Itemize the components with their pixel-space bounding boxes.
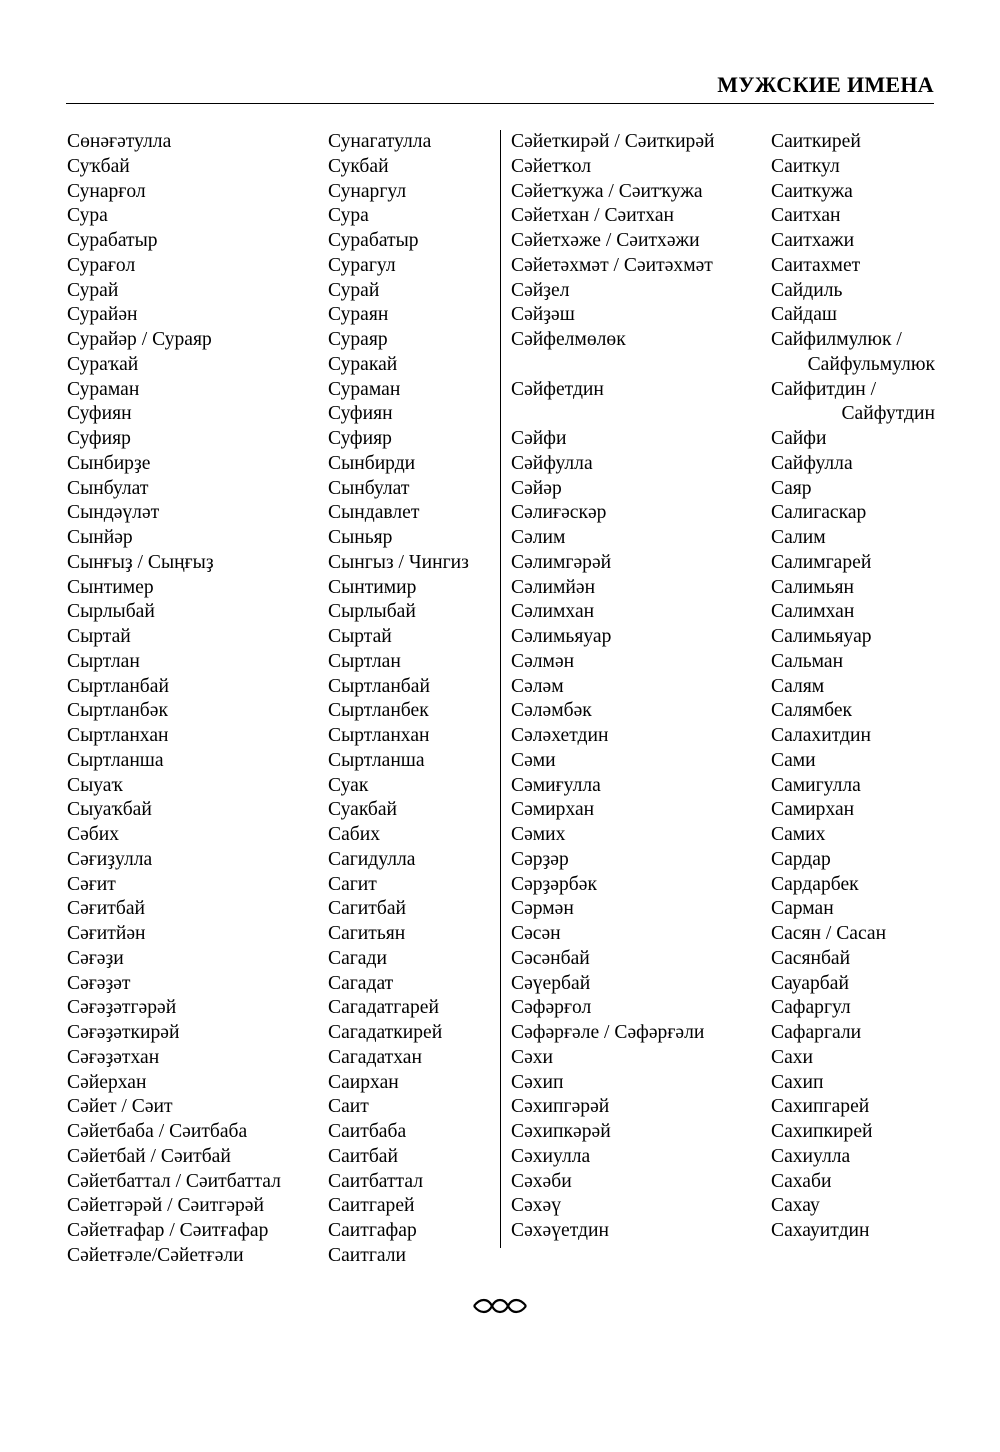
- name-entry: Саиткужа: [771, 180, 853, 202]
- name-entry: Сындәүләт: [67, 502, 160, 524]
- name-entry: Самих: [771, 824, 826, 845]
- name-entry: Суфияр: [328, 428, 392, 449]
- name-entry: Сәйетхан / Сәитхан: [511, 205, 675, 227]
- name-entry: Сахау: [771, 1195, 820, 1217]
- name-entry: Сайфутдин: [841, 403, 935, 425]
- name-entry: Сайдаш: [771, 304, 838, 326]
- name-entry: Сыньяр: [328, 527, 393, 548]
- name-entry: Суакбай: [328, 799, 397, 821]
- name-entry: Салям: [771, 675, 825, 697]
- name-entry: Сасянбай: [771, 947, 851, 969]
- name-entry: Сәхәби: [511, 1170, 572, 1192]
- name-entry: Сәхипгәрәй: [511, 1096, 610, 1118]
- name-entry: Сунагатулла: [328, 131, 432, 152]
- name-entry: Сагидулла: [328, 848, 416, 870]
- name-entry: Сәйетҡужа / Сәитҡужа: [511, 180, 703, 202]
- name-entry: Сура: [328, 205, 369, 227]
- name-entry: Сафаргали: [771, 1022, 862, 1043]
- name-entry: Сәйфелмөлөк: [511, 329, 626, 350]
- name-entry: Сынбирди: [328, 452, 416, 474]
- name-entry: Сардарбек: [771, 873, 859, 895]
- name-entry: Сәмих: [511, 824, 566, 845]
- name-entry: Саиткирей: [771, 131, 861, 152]
- name-entry: Салимьяуар: [771, 626, 872, 647]
- name-entry: Сәйфетдин: [511, 378, 604, 400]
- name-entry: Самирхан: [771, 799, 855, 821]
- name-entry: Сынйәр: [67, 527, 133, 548]
- name-entry: Саитгали: [328, 1244, 406, 1266]
- name-entry: Саитахмет: [771, 254, 861, 276]
- name-entry: Сәлмән: [511, 650, 575, 672]
- name-entry: Сәбих: [67, 824, 120, 845]
- name-entry: Сынбирҙе: [67, 452, 151, 474]
- header-rule: [66, 103, 934, 104]
- name-entry: Сурай: [67, 279, 119, 301]
- name-entry: Сәғәҙәтгәрәй: [67, 997, 177, 1019]
- name-entry: Сәғәҙи: [67, 947, 124, 969]
- name-entry: Сайфульмулюк: [807, 353, 935, 375]
- name-entry: Сәғәҙәтхан: [67, 1046, 160, 1068]
- name-entry: Сәйетбай / Сәитбай: [67, 1145, 231, 1167]
- name-entry: [511, 402, 715, 427]
- name-entry: Сәғит: [67, 873, 116, 895]
- name-entry: Сәхиулла: [511, 1145, 591, 1167]
- name-entry: Сәсәнбай: [511, 947, 590, 969]
- name-entry: Сәлиғәскәр: [511, 502, 607, 524]
- name-entry: Сайфилмулюк /: [771, 329, 902, 350]
- name-entry: Сахипкирей: [771, 1121, 873, 1142]
- name-entry: Суфияр: [67, 428, 131, 449]
- name-entry: Сагадатгарей: [328, 997, 439, 1019]
- name-entry: Сыртланхан: [328, 725, 430, 746]
- name-entry: Сахипгарей: [771, 1096, 870, 1118]
- name-entry: Саитхан: [771, 205, 841, 227]
- name-entry: Сахауитдин: [771, 1220, 870, 1241]
- name-entry: Сәйетбаттал / Сәитбаттал: [67, 1170, 281, 1192]
- name-entry: Сәғәҙәткирәй: [67, 1022, 180, 1043]
- name-entry: Сәләмбәк: [511, 700, 592, 722]
- name-entry: Сәйетәхмәт / Сәитәхмәт: [511, 254, 713, 276]
- name-entry: Сураяр: [328, 329, 388, 350]
- name-entry: Сагади: [328, 947, 387, 969]
- name-entry: Сунаргул: [328, 180, 407, 202]
- name-entry: Сәхи: [511, 1046, 554, 1068]
- name-entry: Сыртланша: [67, 749, 164, 771]
- name-entry: Сурабатыр: [328, 230, 419, 251]
- name-entry: Сахи: [771, 1046, 814, 1068]
- name-entry: Сыртай: [328, 626, 392, 647]
- name-entry: Сәғиҙулла: [67, 848, 153, 870]
- name-entry: Сәлимйән: [511, 576, 596, 598]
- name-entry: Сынбулат: [67, 477, 149, 499]
- name-entry: Сахип: [771, 1071, 824, 1093]
- name-entry: Сукбай: [328, 155, 389, 177]
- name-entry: Сураян: [328, 304, 389, 326]
- name-entry: Сурабатыр: [67, 230, 158, 251]
- name-entry: Саяр: [771, 477, 812, 499]
- name-entry: Сынғыҙ / Сыңғыҙ: [67, 551, 214, 573]
- name-entry: Сәми: [511, 749, 556, 771]
- name-entry: Сәлимьяуар: [511, 626, 612, 647]
- name-entry: Сынгыз / Чингиз: [328, 551, 469, 573]
- name-entry: Сауарбай: [771, 972, 849, 994]
- name-entry: Сәйетғәле/Сәйетғәли: [67, 1244, 244, 1266]
- name-entry: Сәләхетдин: [511, 725, 609, 746]
- name-entry: Сәхип: [511, 1071, 564, 1093]
- name-entry: Сыртланбек: [328, 700, 429, 722]
- name-entry: Сәрмән: [511, 898, 574, 920]
- name-entry: Сарман: [771, 898, 834, 920]
- right-bashkir-column: [511, 130, 715, 1244]
- name-entry: Сыуаҡ: [67, 774, 123, 796]
- name-entry: Сайфитдин /: [771, 378, 877, 400]
- name-entry: Суракай: [328, 353, 398, 375]
- name-entry: [511, 353, 715, 378]
- left-russian-column: [328, 130, 469, 1269]
- name-entry: Сурай: [328, 279, 380, 301]
- name-entry: Сурагул: [328, 254, 396, 276]
- name-entry: Сәсән: [511, 923, 561, 944]
- name-entry: Сыртланша: [328, 749, 425, 771]
- name-entry: Сыртлан: [67, 650, 140, 672]
- name-entry: Сәрҙәрбәк: [511, 873, 597, 895]
- name-entry: Сагитьян: [328, 923, 406, 944]
- name-entry: Сураман: [328, 378, 401, 400]
- name-entry: Сардар: [771, 848, 831, 870]
- page-header-title: МУЖСКИЕ ИМЕНА: [717, 72, 934, 97]
- name-entry: Сурағол: [67, 254, 136, 276]
- name-entry: Сәғәҙәт: [67, 972, 131, 994]
- name-entry: Сагадатхан: [328, 1046, 422, 1068]
- name-entry: Сынбулат: [328, 477, 410, 499]
- name-entry: Сыртай: [67, 626, 131, 647]
- name-entry: Сөнәғәтулла: [67, 131, 172, 152]
- name-entry: Сабих: [328, 824, 381, 845]
- name-entry: Сәйерхан: [67, 1071, 147, 1093]
- name-entry: Саиткул: [771, 155, 840, 177]
- name-entry: Сәмирхан: [511, 799, 595, 821]
- name-entry: Сурайән: [67, 304, 138, 326]
- name-entry: Суак: [328, 774, 369, 796]
- name-entry: Саитгарей: [328, 1195, 415, 1217]
- name-entry: Саитбай: [328, 1145, 398, 1167]
- name-entry: Салимхан: [771, 601, 855, 623]
- name-entry: Салямбек: [771, 700, 853, 722]
- name-entry: Сагитбай: [328, 898, 407, 920]
- name-entry: Сәйәр: [511, 477, 562, 499]
- name-entry: Сәйетғафар / Сәитғафар: [67, 1220, 269, 1241]
- name-entry: Салахитдин: [771, 725, 871, 746]
- name-entry: Сәүербай: [511, 972, 591, 994]
- name-entry: Сәлимхан: [511, 601, 595, 623]
- name-entry: Сәғитбай: [67, 898, 146, 920]
- name-entry: Сәфәрғол: [511, 997, 592, 1019]
- name-entry: Сыртлан: [328, 650, 401, 672]
- name-entry: Сыртланхан: [67, 725, 169, 746]
- right-russian-column: [771, 130, 935, 1244]
- name-entry: Сыртланбай: [67, 675, 169, 697]
- name-entry: Сураман: [67, 378, 140, 400]
- name-entry: Сырлыбай: [67, 601, 155, 623]
- name-entry: Сагадаткирей: [328, 1022, 443, 1043]
- name-entry: Сахиулла: [771, 1145, 851, 1167]
- name-entry: Сырлыбай: [328, 601, 416, 623]
- name-entry: Суфиян: [328, 403, 393, 425]
- left-bashkir-column: [67, 130, 281, 1269]
- name-entry: Сындавлет: [328, 502, 420, 524]
- name-entry: Сәйфи: [511, 428, 567, 449]
- name-entry: Сура: [67, 205, 108, 227]
- name-entry: Саирхан: [328, 1071, 399, 1093]
- name-entry: Суфиян: [67, 403, 132, 425]
- name-entry: Сәйетҡол: [511, 155, 592, 177]
- name-entry: Сами: [771, 749, 816, 771]
- name-entry: Сальман: [771, 650, 844, 672]
- name-entry: Саитбаба: [328, 1121, 407, 1142]
- name-entry: Саитхажи: [771, 230, 855, 251]
- name-entry: Сафаргул: [771, 997, 851, 1019]
- name-entry: Сагит: [328, 873, 377, 895]
- name-entry: Салимгарей: [771, 551, 872, 573]
- name-entry: Сәйетгәрәй / Сәитгәрәй: [67, 1195, 264, 1217]
- name-entry: Саитбаттал: [328, 1170, 423, 1192]
- name-entry: Саитгафар: [328, 1220, 417, 1241]
- name-entry: Сәләм: [511, 675, 564, 697]
- name-entry: Сәйҙел: [511, 279, 570, 301]
- name-entry: Сәйет / Сәит: [67, 1096, 173, 1118]
- name-entry: Сәйетхәже / Сәитхәжи: [511, 230, 700, 251]
- double-loop-flourish-icon: [470, 1294, 530, 1318]
- column-divider: [500, 130, 501, 1248]
- name-entry: Самигулла: [771, 774, 861, 796]
- name-entry: Сәйфулла: [511, 452, 593, 474]
- name-entry: Сыртланбай: [328, 675, 430, 697]
- name-entry: Сайфи: [771, 428, 827, 449]
- name-entry: Сәмиғулла: [511, 774, 601, 796]
- name-entry: Сагадат: [328, 972, 394, 994]
- name-entry: Сасян / Сасан: [771, 923, 887, 944]
- name-entry: Сәхәүетдин: [511, 1220, 609, 1241]
- name-entry: Сыртланбәк: [67, 700, 168, 722]
- name-entry: Сәлим: [511, 527, 566, 548]
- name-entry: Сәхипкәрәй: [511, 1121, 611, 1142]
- name-entry: Сайфулла: [771, 452, 853, 474]
- name-entry: Салимьян: [771, 576, 855, 598]
- name-entry: Саит: [328, 1096, 369, 1118]
- name-entry: Сынтимир: [328, 576, 417, 598]
- name-entry: Салим: [771, 527, 826, 548]
- name-entry: Сәйҙәш: [511, 304, 575, 326]
- name-entry: Сәйетбаба / Сәитбаба: [67, 1121, 248, 1142]
- name-entry: Сәйеткирәй / Сәиткирәй: [511, 131, 715, 152]
- name-entry: Сәфәрғәле / Сәфәрғәли: [511, 1022, 705, 1043]
- name-entry: Салигаскар: [771, 502, 867, 524]
- name-entry: Сураҡай: [67, 353, 139, 375]
- name-entry: Сайдиль: [771, 279, 843, 301]
- name-entry: Суҡбай: [67, 155, 130, 177]
- name-entry: Сурайәр / Сураяр: [67, 329, 212, 350]
- name-entry: Сахаби: [771, 1170, 832, 1192]
- name-entry: Сәлимгәрәй: [511, 551, 612, 573]
- name-entry: Сынтимер: [67, 576, 154, 598]
- name-entry: Сәғитйән: [67, 923, 146, 944]
- name-entry: Сәхәү: [511, 1195, 562, 1217]
- name-entry: Сәрҙәр: [511, 848, 569, 870]
- name-entry: Сунарғол: [67, 180, 146, 202]
- name-entry: Сыуаҡбай: [67, 799, 152, 821]
